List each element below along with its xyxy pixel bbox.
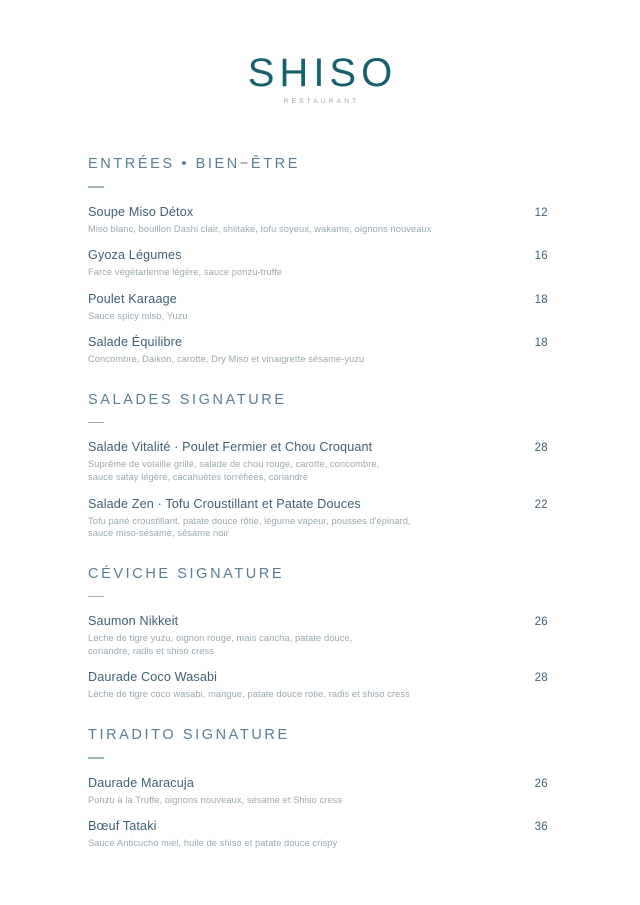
menu-item-name: Salade Vitalité · Poulet Fermier et Chou Croquant [88, 440, 373, 455]
menu-item-description-line: Sauce Anticucho miel, huile de shiso et patate douce crispy [88, 838, 338, 849]
menu-item-description [88, 353, 508, 366]
menu-item-price: 28 [534, 442, 548, 455]
menu-section [88, 565, 548, 701]
brand-logo-wordmark: SHISO [247, 51, 398, 95]
menu-item-name: Daurade Maracuja [88, 775, 195, 790]
menu-item-description [88, 688, 508, 701]
menu-item [88, 439, 548, 483]
section-divider [88, 596, 104, 598]
menu-item-description-line: Miso blanc, bouillon Dashi clair, shiitake, tofu soyeux, wakame, oignons nouveaux [88, 223, 432, 234]
menu-item-header [88, 334, 548, 351]
menu-item [88, 669, 548, 701]
section-title: SALADES SIGNATURE [88, 391, 287, 408]
menu-item-description-line: Suprême de volaille grillé, salade de chou rouge, carotte, concombre, [88, 459, 380, 470]
menu-item-header [88, 669, 548, 686]
menu-item-header [88, 818, 548, 835]
menu-item-name: Bœuf Tataki [88, 819, 157, 834]
menu-item-description-line: Tofu pané croustillant, patate douce rôtie, légume vapeur, pousses d'épinard, [88, 515, 411, 526]
menu-item-name: Saumon Nikkeit [88, 614, 179, 629]
section-title: CÉVICHE SIGNATURE [88, 565, 285, 582]
menu-item-description-line: coriandre, radis et shiso cress [88, 645, 214, 656]
section-divider [88, 422, 104, 424]
section-divider [88, 186, 104, 188]
menu-item-header [88, 775, 548, 792]
menu-item [88, 291, 548, 323]
menu-item [88, 775, 548, 807]
menu-section [88, 391, 548, 540]
menu-item-description-line: Sauce spicy miso, Yuzu [88, 310, 188, 321]
menu-item-name: Poulet Karaage [88, 291, 177, 306]
menu-sections [0, 155, 640, 850]
menu-item-description [88, 837, 508, 850]
menu-item [88, 613, 548, 657]
brand-header [0, 0, 640, 105]
menu-item-description-line: Lèche de tigre coco wasabi, mangue, patate douce rotie, radis et shiso cress [88, 689, 410, 700]
section-title: ENTRÉES • BIEN−ÊTRE [88, 156, 301, 172]
menu-item-description-line: sauce satay légère, cacahuètes torréfiées, coriandre [88, 471, 309, 482]
menu-item-price: 18 [534, 337, 548, 350]
menu-item-name: Daurade Coco Wasabi [88, 670, 218, 685]
menu-item-price: 36 [534, 821, 548, 834]
menu-section [88, 155, 548, 366]
menu-item-description [88, 310, 508, 323]
menu-item [88, 496, 548, 540]
menu-item-description-line: Leche de tigre yuzu, oignon rouge, mais cancha, patate douce, [88, 633, 353, 644]
menu-item-description [88, 266, 508, 279]
menu-item-description-line: Ponzu à la Truffe, oignons nouveaux, sésame et Shiso cress [88, 794, 343, 805]
menu-item-header [88, 613, 548, 630]
menu-item-name: Salade Zen · Tofu Croustillant et Patate Douces [88, 496, 361, 511]
menu-item-description [88, 632, 508, 657]
menu-item-description [88, 223, 508, 236]
menu-item-header [88, 204, 548, 221]
menu-item-price: 12 [534, 206, 548, 219]
menu-item-description [88, 794, 508, 807]
menu-item-description [88, 458, 508, 483]
menu-item-header [88, 496, 548, 513]
menu-item-name: Soupe Miso Détox [88, 204, 194, 219]
menu-item-price: 16 [534, 250, 548, 263]
menu-item-price: 28 [534, 672, 548, 685]
menu-item-price: 22 [534, 498, 548, 511]
menu-item [88, 247, 548, 279]
menu-item-header [88, 291, 548, 308]
menu-item-name: Gyoza Légumes [88, 248, 182, 263]
menu-item [88, 818, 548, 850]
section-title: TIRADITO SIGNATURE [88, 727, 290, 744]
menu-item [88, 204, 548, 236]
menu-section [88, 726, 548, 850]
menu-item-description-line: Concombre, Daikon, carotte, Dry Miso et vinaigrette sésame-yuzu [88, 354, 365, 365]
menu-item [88, 334, 548, 366]
section-divider [88, 757, 104, 759]
menu-item-price: 18 [534, 293, 548, 306]
menu-item-description-line: sauce miso-sésame, sésame noir [88, 528, 229, 539]
menu-item-header [88, 247, 548, 264]
menu-item-name: Salade Équilibre [88, 335, 183, 350]
menu-item-price: 26 [534, 616, 548, 629]
menu-item-description [88, 515, 508, 540]
brand-tagline: RESTAURANT [283, 98, 360, 105]
menu-item-header [88, 439, 548, 456]
menu-item-price: 26 [534, 777, 548, 790]
menu-item-description-line: Farce végétarienne légère, sauce ponzu-truffe [88, 267, 283, 278]
